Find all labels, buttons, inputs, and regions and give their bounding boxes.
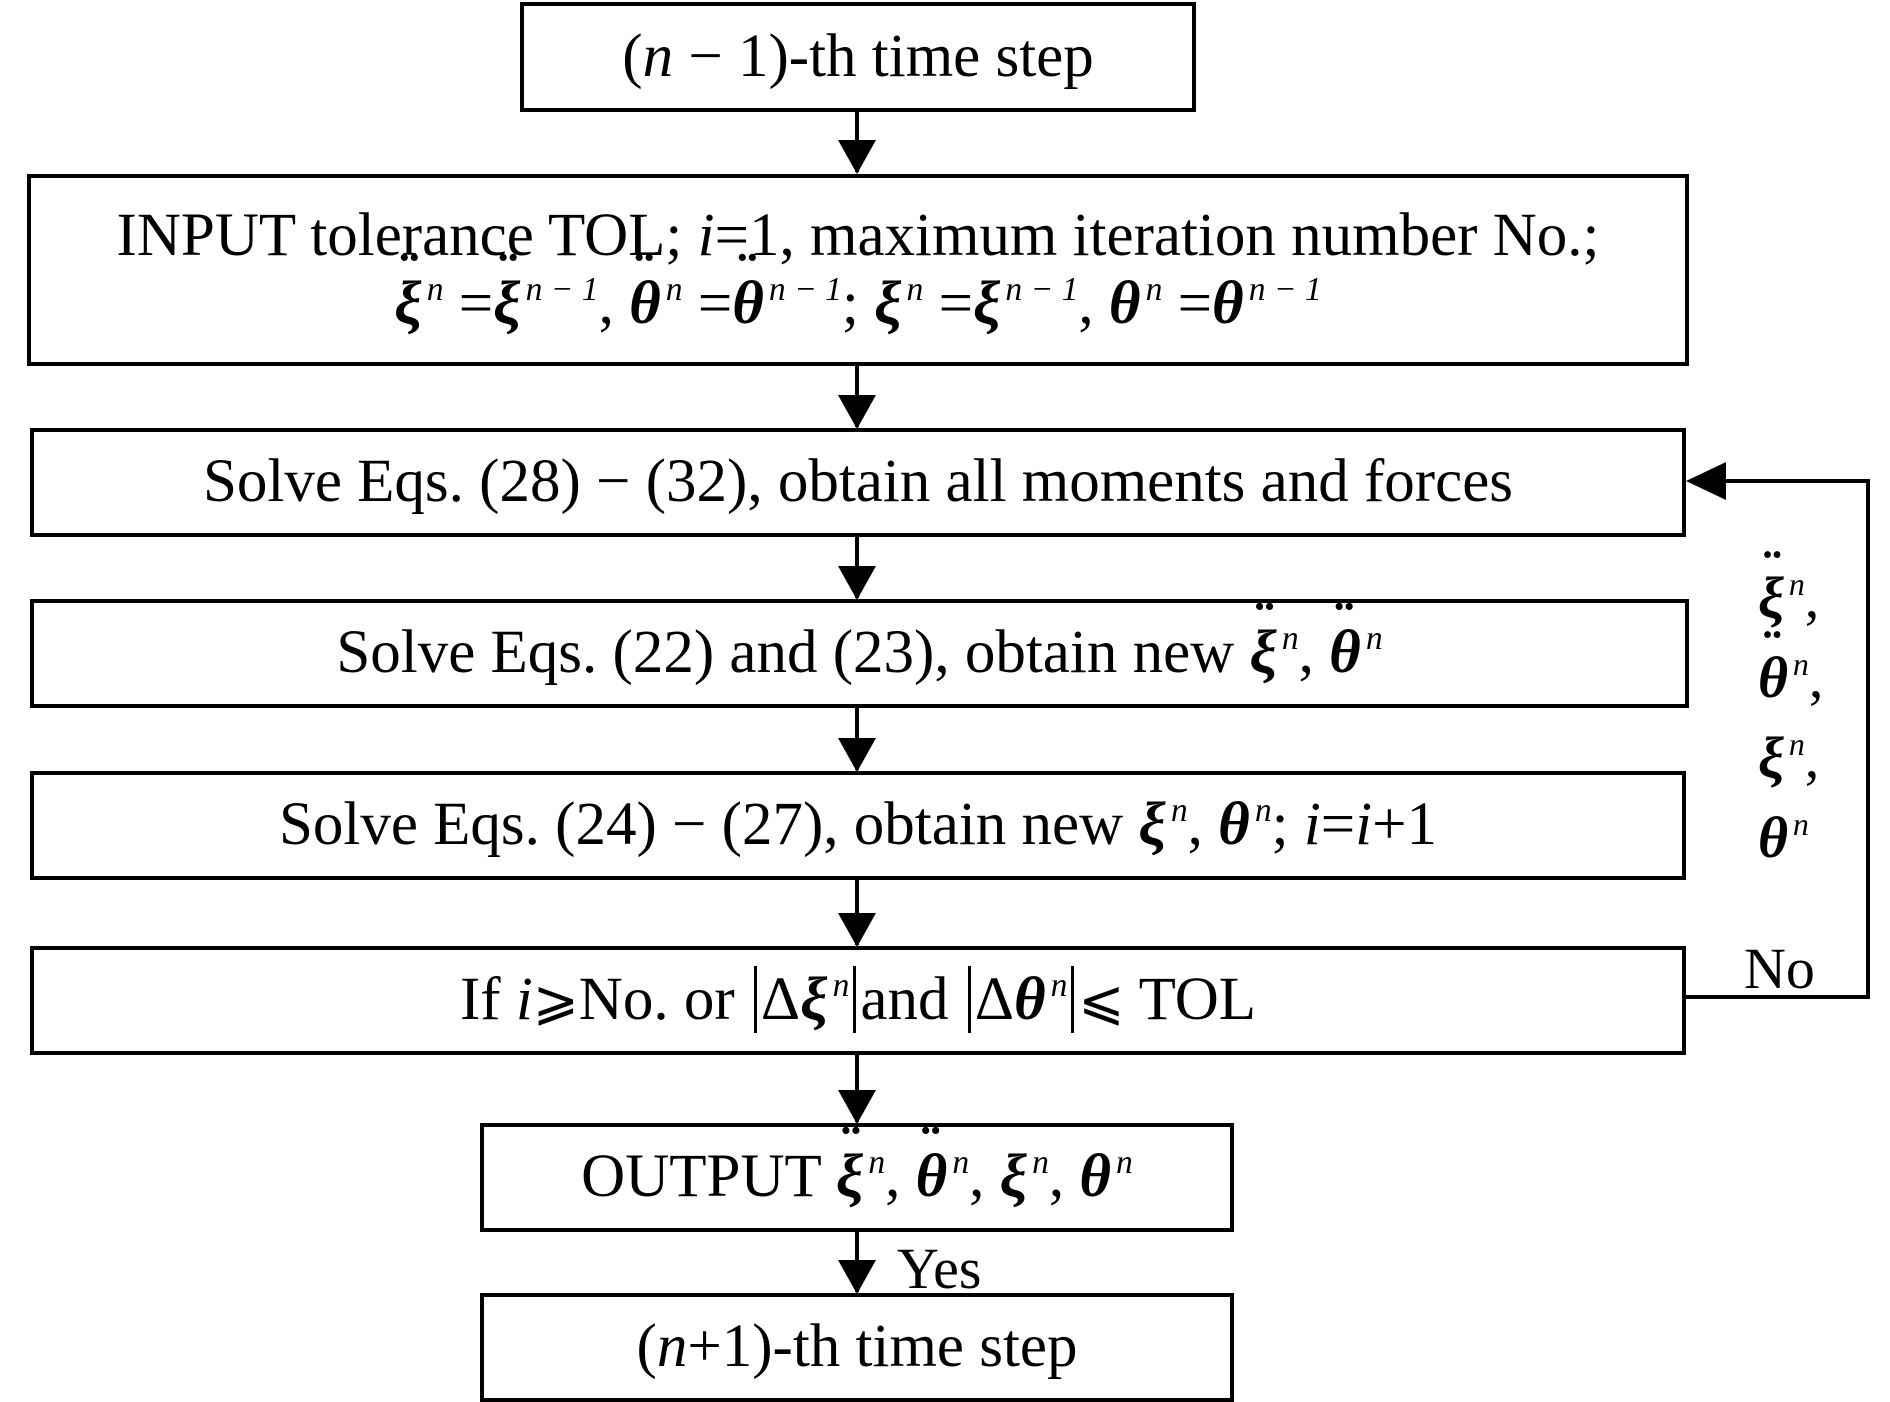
solve-accel-label: Solve Eqs. (22) and (23), obtain new ¨ ξ $^n$, ¨ θ $^n$ [336, 619, 1382, 687]
arrowhead-2 [838, 395, 876, 429]
arrowhead-loop [1686, 462, 1726, 500]
arrowhead-4 [838, 738, 876, 772]
input-box [27, 174, 1689, 366]
yes-label: Yes [897, 1236, 982, 1301]
loop-var-xi: ξ $^n$, [1758, 725, 1820, 791]
arrowhead-7 [838, 1260, 876, 1294]
solve-accel-box [30, 599, 1689, 708]
prev-time-step-label: (n − 1)-th time step [622, 22, 1094, 90]
convergence-check-box [30, 946, 1686, 1055]
prev-time-step-box [520, 2, 1196, 112]
solve-disp-label: Solve Eqs. (24) − (27), obtain new ξ $^n$, θ $^n$; i=i+1 [278, 791, 1438, 859]
solve-moments-label: Solve Eqs. (28) − (32), obtain all moments and forces [202, 448, 1514, 516]
loop-var-theta: θ $^n$ [1758, 805, 1809, 871]
arrowhead-5 [838, 913, 876, 947]
input-line-1: INPUT tolerance TOL; i=1, maximum iteration number No.; [116, 201, 1600, 269]
output-box [480, 1123, 1234, 1232]
next-time-step-box [480, 1293, 1234, 1402]
arrowhead-1 [838, 140, 876, 174]
arrowhead-3 [838, 566, 876, 600]
convergence-check-label: If i⩾No. or Δξ $^n$ and Δθ $^n$ ⩽ TOL [459, 966, 1257, 1034]
loop-var-theta-ddot: ¨ θ $^n$, [1758, 638, 1823, 718]
next-time-step-label: (n+1)-th time step [636, 1313, 1078, 1381]
solve-disp-box [30, 771, 1686, 880]
abs-delta-theta: Δθ $^n$ [968, 966, 1075, 1033]
abs-delta-xi: Δξ $^n$ [754, 966, 856, 1033]
solve-moments-box [30, 428, 1686, 537]
input-line-2: ¨ ξ $^n$ =¨ ξ $^{n - 1}$, ¨ θ $^n$ =¨ θ $^{n - 1}$; ξ $^n$ =ξ $^{n - 1}$, θ $^n$ =θ $^{n - 1}$ [394, 270, 1321, 338]
loop-variables-label [1758, 558, 1823, 878]
no-label: No [1744, 936, 1815, 1001]
output-label: OUTPUT ¨ ξ $^n$, ¨ θ $^n$, ξ $^n$, θ $^n$ [581, 1143, 1133, 1211]
loop-var-xi-ddot: ¨ ξ $^n$, [1758, 558, 1823, 638]
